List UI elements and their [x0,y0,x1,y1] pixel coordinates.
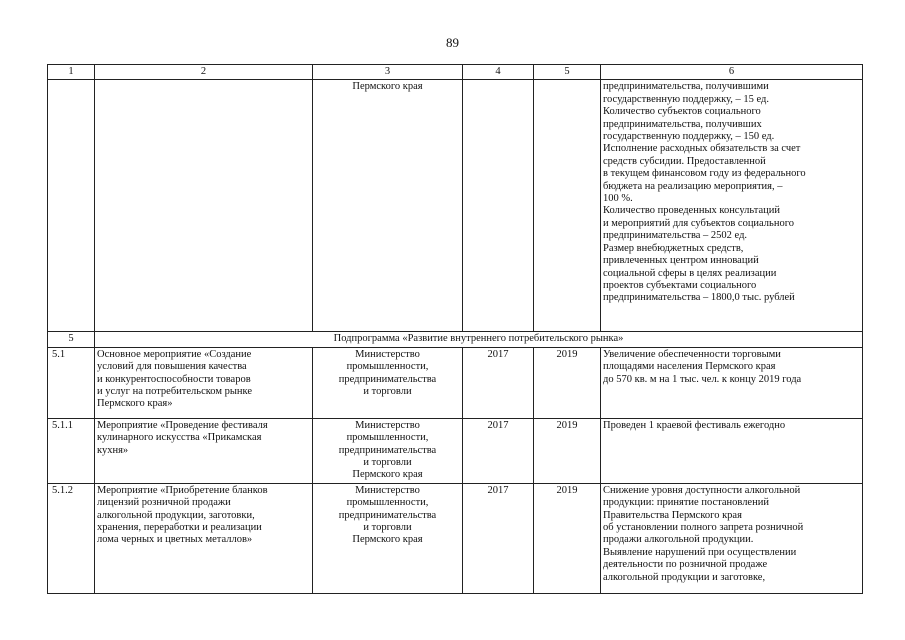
expected-result: предпринимательства, получившими государственную поддержку, – 15 ед. Количество субъектов социального предпринимательства, получивших государственную поддержку, – 150 ед. Исполнение расходных обязательств за счет средств субсидии. Предоставленной в текущем финансовом году из федерального бюджета на реализацию мероприятия, – 100 %. Количество проведенных консультаций и мероприятий для субъектов социального предпринимательства – 2502 ед. Размер внебюджетных средств, привлеченных центром инноваций социальной сферы в целях реализации проектов субъектами социального предпринимательства – 1800,0 тыс. рублей [601,80,863,332]
start-year: 2017 [463,418,534,483]
table-row [48,347,863,418]
end-year: 2019 [534,418,601,483]
subprogram-number: 5 [48,332,95,347]
executor: Пермского края [313,80,463,332]
expected-result: Снижение уровня доступности алкогольной продукции: принятие постановлений Правительства Пермского края об установлении полного запрета розничной продажи алкогольной продукции. Выявление нарушений при осуществлении деятельности по розничной продаже алкогольной продукции и заготовке, [601,483,863,593]
row-number: 5.1.1 [48,418,95,483]
start-year [463,80,534,332]
activity-name: Мероприятие «Проведение фестиваля кулинарного искусства «Прикамская кухня» [95,418,313,483]
subprogram-row [48,332,863,347]
activity-name [95,80,313,332]
column-header-row [48,65,863,80]
column-header: 3 [313,65,463,80]
column-header: 4 [463,65,534,80]
column-header: 2 [95,65,313,80]
row-number [48,80,95,332]
column-header: 6 [601,65,863,80]
end-year [534,80,601,332]
table-row [48,80,863,332]
activity-name: Основное мероприятие «Создание условий для повышения качества и конкурентоспособности товаров и услуг на потребительском рынке Пермского края» [95,347,313,418]
row-number: 5.1.2 [48,483,95,593]
expected-result: Увеличение обеспеченности торговыми площадями населения Пермского края до 570 кв. м на 1 тыс. чел. к концу 2019 года [601,347,863,418]
table-row [48,418,863,483]
expected-result: Проведен 1 краевой фестиваль ежегодно [601,418,863,483]
executor: Министерство промышленности, предпринимательства и торговли [313,347,463,418]
page-number: 89 [446,35,459,50]
row-number: 5.1 [48,347,95,418]
end-year: 2019 [534,483,601,593]
column-header: 5 [534,65,601,80]
subprogram-title: Подпрограмма «Развитие внутреннего потребительского рынка» [95,332,863,347]
start-year: 2017 [463,347,534,418]
executor: Министерство промышленности, предпринимательства и торговли Пермского края [313,418,463,483]
table-row [48,483,863,593]
executor: Министерство промышленности, предпринимательства и торговли Пермского края [313,483,463,593]
column-header: 1 [48,65,95,80]
program-table [47,64,863,594]
start-year: 2017 [463,483,534,593]
end-year: 2019 [534,347,601,418]
activity-name: Мероприятие «Приобретение бланков лицензий розничной продажи алкогольной продукции, заготовки, хранения, переработки и реализации лома черных и цветных металлов» [95,483,313,593]
